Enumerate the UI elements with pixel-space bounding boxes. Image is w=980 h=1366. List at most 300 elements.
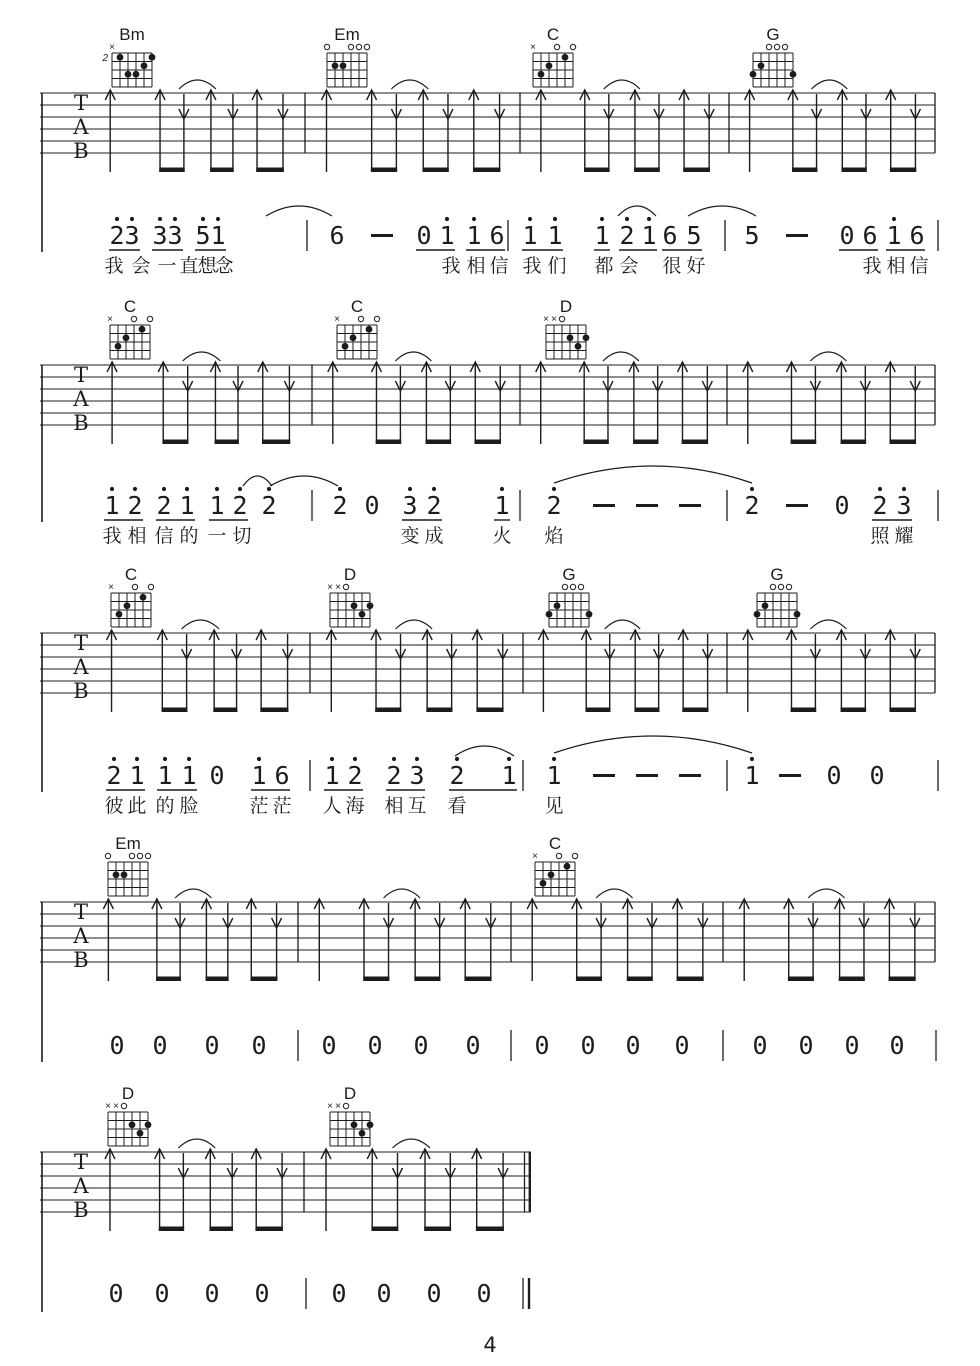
duration-dash (786, 504, 808, 507)
muted-string-marker: × (113, 1101, 119, 1112)
beam (376, 440, 402, 445)
jianpu-digit: 6 (489, 221, 505, 250)
jianpu-digit: 2 (386, 761, 402, 790)
lyric-char: 会 (131, 256, 151, 277)
beam (682, 440, 708, 445)
lyric-char: 互 (407, 796, 427, 817)
finger-dot (340, 62, 347, 69)
finger-dot (546, 62, 553, 69)
finger-dot (367, 602, 374, 609)
finger-dot (149, 54, 156, 61)
finger-dot (367, 1121, 374, 1128)
beam (634, 168, 660, 173)
tie-arc (182, 620, 220, 629)
finger-dot (546, 611, 553, 618)
jianpu-digit: 1 (210, 221, 226, 250)
jianpu-digit: 0 (109, 1031, 125, 1060)
duration-dash (593, 504, 615, 507)
muted-string-marker: × (108, 582, 114, 593)
lyric-char: 焰 (544, 526, 564, 547)
octave-dot (158, 217, 162, 221)
open-string-marker (129, 853, 134, 858)
beam (584, 168, 610, 173)
jianpu-digit: 2 (156, 491, 172, 520)
chord-name-label: G (770, 565, 784, 584)
chord-name-label: D (121, 1084, 135, 1103)
chord-name-label: C (546, 25, 560, 44)
octave-dot (267, 487, 271, 491)
jianpu-digit: 2 (127, 491, 143, 520)
jianpu-digit: 0 (254, 1279, 270, 1308)
lyric-char: 茫 (249, 796, 269, 817)
lyric-char: 火 (492, 526, 512, 547)
jianpu-digit: 0 (752, 1031, 768, 1060)
octave-dot (130, 217, 134, 221)
beam (473, 168, 500, 173)
jianpu-digit: 0 (869, 761, 885, 790)
jianpu-digit: 0 (798, 1031, 814, 1060)
octave-dot (552, 757, 556, 761)
lyric-char: 脸 (179, 796, 199, 817)
tab-system-4 (40, 834, 935, 1062)
lyric-char: 一 (207, 526, 227, 547)
tab-clef-letter: B (73, 679, 89, 703)
slur-tie-arc (266, 206, 332, 216)
jianpu-digit: 3 (896, 491, 912, 520)
beam (792, 168, 817, 173)
chord-diagram-C (334, 297, 380, 359)
jianpu-digit: 5 (744, 221, 760, 250)
chord-diagram-D (327, 565, 373, 627)
open-string-marker (343, 1103, 348, 1108)
jianpu-digit: 0 (416, 221, 432, 250)
finger-dot (113, 871, 120, 878)
beam (677, 977, 704, 982)
tie-arc (393, 1139, 431, 1148)
open-string-marker (578, 584, 583, 589)
tab-system-5 (40, 1084, 531, 1312)
beam (255, 1227, 282, 1232)
chord-diagram-C (107, 297, 153, 359)
octave-dot (173, 217, 177, 221)
tab-clef-letter: T (73, 1150, 89, 1174)
jianpu-digit: 1 (104, 491, 120, 520)
beam (424, 1227, 451, 1232)
base-fret-label: 2 (102, 53, 108, 64)
finger-dot (117, 54, 124, 61)
jianpu-digit: 6 (662, 221, 678, 250)
open-string-marker (147, 316, 152, 321)
muted-string-marker: × (530, 42, 536, 53)
tie-arc (596, 889, 633, 898)
beam (426, 440, 452, 445)
lyric-char: 我 (862, 256, 882, 277)
jianpu-digit: 0 (331, 1279, 347, 1308)
beam (414, 977, 440, 982)
beam (422, 168, 448, 173)
octave-dot (135, 757, 139, 761)
chord-name-label: C (123, 297, 137, 316)
finger-dot (564, 863, 571, 870)
jianpu-digit: 2 (347, 761, 363, 790)
octave-dot (187, 757, 191, 761)
jianpu-digit: 2 (619, 221, 635, 250)
chord-name-label: Em (115, 834, 141, 853)
lyric-char: 的 (155, 796, 175, 817)
jianpu-digit: 0 (209, 761, 225, 790)
jianpu-digit: 6 (329, 221, 345, 250)
notation-line-1 (104, 206, 938, 277)
finger-dot (137, 1130, 144, 1137)
lyric-char: 见 (544, 796, 564, 817)
open-string-marker (766, 44, 771, 49)
beam (476, 1227, 504, 1232)
jianpu-digit: 1 (494, 491, 510, 520)
lyric-char: 都 (594, 256, 614, 277)
open-string-marker (554, 44, 559, 49)
jianpu-digit: 1 (157, 761, 173, 790)
beam (260, 708, 288, 713)
finger-dot (125, 71, 132, 78)
lyric-char: 好 (686, 256, 706, 277)
octave-dot (625, 217, 629, 221)
beam (627, 977, 653, 982)
open-string-marker (358, 316, 363, 321)
octave-dot (528, 217, 532, 221)
octave-dot (553, 217, 557, 221)
slur-tie-arc (455, 746, 514, 756)
jianpu-digit: 1 (886, 221, 902, 250)
jianpu-digit: 2 (546, 491, 562, 520)
lyric-char: 耀 (894, 526, 914, 547)
open-string-marker (148, 584, 153, 589)
jianpu-digit: 2 (426, 491, 442, 520)
octave-dot (455, 757, 459, 761)
tie-arc (603, 352, 639, 361)
tab-clef-letter: A (73, 1174, 89, 1198)
beam (464, 977, 491, 982)
slur-tie-arc (618, 206, 656, 216)
beam (162, 708, 188, 713)
octave-dot (257, 757, 261, 761)
chord-name-label: C (124, 565, 138, 584)
open-string-marker (556, 853, 561, 858)
jianpu-digit: 6 (909, 221, 925, 250)
octave-dot (500, 487, 504, 491)
tab-clef-letter: A (73, 924, 89, 948)
jianpu-digit: 1 (179, 491, 195, 520)
lyric-char: 切 (232, 526, 252, 547)
octave-dot (162, 487, 166, 491)
beam (889, 440, 916, 445)
chord-diagram-G (754, 565, 801, 627)
lyric-char: 变 (400, 526, 420, 547)
duration-dash (636, 774, 658, 777)
jianpu-digit: 0 (204, 1279, 220, 1308)
slur-tie-arc (270, 476, 338, 486)
octave-dot (110, 487, 114, 491)
finger-dot (115, 343, 122, 350)
octave-dot (392, 757, 396, 761)
jianpu-digit: 3 (152, 221, 168, 250)
jianpu-digit: 3 (167, 221, 183, 250)
jianpu-digit: 0 (534, 1031, 550, 1060)
chord-diagram-G (750, 25, 797, 87)
open-string-marker (121, 1103, 126, 1108)
notation-line-2 (102, 466, 938, 547)
chord-diagram-Em (324, 25, 369, 87)
finger-dot (750, 71, 757, 78)
chord-diagram-Em (105, 834, 150, 896)
tie-arc (810, 352, 846, 361)
beam (890, 168, 916, 173)
duration-dash (593, 774, 615, 777)
beam (791, 440, 817, 445)
tie-arc (605, 620, 641, 629)
octave-dot (238, 487, 242, 491)
octave-dot (115, 217, 119, 221)
octave-dot (415, 757, 419, 761)
chord-name-label: Bm (119, 25, 145, 44)
lyric-char: 们 (547, 256, 567, 277)
lyric-char: 看 (447, 796, 467, 817)
jianpu-digit: 1 (181, 761, 197, 790)
jianpu-digit: 0 (376, 1279, 392, 1308)
finger-dot (342, 343, 349, 350)
beam (889, 708, 916, 713)
beam (841, 440, 867, 445)
tab-clef-letter: T (73, 91, 89, 115)
jianpu-digit: 0 (826, 761, 842, 790)
jianpu-digit: 1 (129, 761, 145, 790)
lyric-char: 直 (179, 256, 199, 277)
octave-dot (338, 487, 342, 491)
chord-name-label: D (559, 297, 573, 316)
octave-dot (353, 757, 357, 761)
lyric-char: 我 (522, 256, 542, 277)
octave-dot (112, 757, 116, 761)
jianpu-digit: 0 (674, 1031, 690, 1060)
jianpu-digit: 3 (409, 761, 425, 790)
finger-dot (124, 602, 131, 609)
beam (371, 168, 397, 173)
lyric-char: 会 (619, 256, 639, 277)
chord-diagram-C (532, 834, 578, 896)
muted-string-marker: × (335, 582, 341, 593)
lyric-char: 此 (127, 796, 147, 817)
jianpu-digit: 1 (439, 221, 455, 250)
finger-dot (366, 326, 373, 333)
beam (683, 168, 710, 173)
octave-dot (163, 757, 167, 761)
beam (426, 708, 452, 713)
slur-tie-arc (243, 476, 272, 486)
duration-dash (679, 504, 701, 507)
octave-dot (902, 487, 906, 491)
lyric-char: 我 (104, 256, 124, 277)
tie-arc (391, 80, 428, 89)
chord-diagram-D (327, 1084, 373, 1146)
open-string-marker (572, 853, 577, 858)
chord-name-label: D (343, 1084, 357, 1103)
tie-arc (810, 620, 846, 629)
lyric-char: 海 (345, 796, 365, 817)
muted-string-marker: × (543, 314, 549, 325)
tab-clef-letter: B (73, 948, 89, 972)
open-string-marker (356, 44, 361, 49)
tab-clef-letter: A (73, 655, 89, 679)
tie-arc (808, 889, 845, 898)
octave-dot (750, 757, 754, 761)
beam (682, 708, 708, 713)
chord-diagram-D (105, 1084, 151, 1146)
jianpu-digit: 1 (251, 761, 267, 790)
jianpu-digit: 1 (324, 761, 340, 790)
jianpu-digit: 1 (501, 761, 517, 790)
duration-dash (371, 234, 393, 237)
jianpu-digit: 2 (261, 491, 277, 520)
chord-diagram-C (108, 565, 154, 627)
chord-diagram-D (543, 297, 589, 359)
open-string-marker (559, 316, 564, 321)
tie-arc (178, 1139, 215, 1148)
octave-dot (408, 487, 412, 491)
muted-string-marker: × (335, 1101, 341, 1112)
open-string-marker (137, 853, 142, 858)
beam (156, 977, 181, 982)
lyric-char: 彼 (104, 796, 124, 817)
finger-dot (121, 871, 128, 878)
jianpu-digit: 2 (109, 221, 125, 250)
finger-dot (794, 611, 801, 618)
beam (256, 168, 284, 173)
slur-tie-arc (688, 206, 756, 216)
lyric-char: 茫 (272, 796, 292, 817)
lyric-char: 我 (102, 526, 122, 547)
jianpu-digit: 0 (834, 491, 850, 520)
beam (251, 977, 278, 982)
finger-dot (583, 334, 590, 341)
lyric-char: 照 (870, 526, 890, 547)
octave-dot (445, 217, 449, 221)
jianpu-digit: 5 (195, 221, 211, 250)
beam (474, 440, 501, 445)
octave-dot (201, 217, 205, 221)
page-number: 4 (483, 1333, 497, 1357)
beam (209, 1227, 233, 1232)
lyric-char: 信 (489, 256, 509, 277)
open-string-marker (562, 584, 567, 589)
chord-name-label: D (343, 565, 357, 584)
jianpu-digit: 1 (641, 221, 657, 250)
finger-dot (129, 1121, 136, 1128)
beam (206, 977, 229, 982)
tie-arc (396, 620, 433, 629)
octave-dot (472, 217, 476, 221)
chord-name-label: G (766, 25, 780, 44)
lyric-char: 信 (154, 526, 174, 547)
finger-dot (540, 880, 547, 887)
finger-dot (359, 1130, 366, 1137)
jianpu-digit: 0 (364, 491, 380, 520)
open-string-marker (570, 584, 575, 589)
muted-string-marker: × (532, 851, 538, 862)
tab-clef-letter: T (73, 900, 89, 924)
finger-dot (145, 1121, 152, 1128)
jianpu-digit: 2 (232, 491, 248, 520)
tab-clef-letter: B (73, 411, 89, 435)
tab-clef-letter: T (73, 363, 89, 387)
finger-dot (133, 71, 140, 78)
open-string-marker (348, 44, 353, 49)
beam (159, 168, 184, 173)
finger-dot (754, 611, 761, 618)
beam (159, 1227, 184, 1232)
jianpu-digit: 2 (872, 491, 888, 520)
duration-dash (779, 774, 801, 777)
finger-dot (548, 871, 555, 878)
beam (788, 977, 814, 982)
open-string-marker (778, 584, 783, 589)
jianpu-digit: 3 (124, 221, 140, 250)
beam (839, 977, 865, 982)
notation-line-5 (108, 1278, 529, 1309)
tab-clef-letter: B (73, 139, 89, 163)
lyric-char: 我 (441, 256, 461, 277)
finger-dot (359, 611, 366, 618)
beam (215, 440, 239, 445)
lyric-char: 相 (886, 256, 906, 277)
jianpu-digit: 1 (209, 491, 225, 520)
chord-diagram-Bm (101, 25, 155, 87)
beam (791, 708, 817, 713)
beam (633, 440, 658, 445)
finger-dot (575, 343, 582, 350)
chord-name-label: G (562, 565, 576, 584)
chord-diagram-G (546, 565, 593, 627)
beam (162, 440, 188, 445)
octave-dot (552, 487, 556, 491)
chord-name-label: C (548, 834, 562, 853)
beam (213, 708, 237, 713)
lyric-char: 人 (322, 796, 342, 817)
jianpu-digit: 0 (580, 1031, 596, 1060)
finger-dot (762, 602, 769, 609)
beam (842, 168, 867, 173)
tab-clef-letter: A (73, 115, 89, 139)
jianpu-digit: 0 (465, 1031, 481, 1060)
open-string-marker (782, 44, 787, 49)
tie-arc (183, 352, 221, 361)
open-string-marker (105, 853, 110, 858)
octave-dot (133, 487, 137, 491)
lyric-char: 成 (424, 526, 444, 547)
jianpu-digit: 0 (251, 1031, 267, 1060)
finger-dot (116, 611, 123, 618)
lyric-char: 的 (179, 526, 199, 547)
muted-string-marker: × (109, 42, 115, 53)
jianpu-digit: 0 (426, 1279, 442, 1308)
finger-dot (332, 62, 339, 69)
chord-name-label: Em (334, 25, 360, 44)
jianpu-digit: 0 (889, 1031, 905, 1060)
duration-dash (636, 504, 658, 507)
beam (585, 708, 610, 713)
octave-dot (878, 487, 882, 491)
finger-dot (567, 334, 574, 341)
octave-dot (330, 757, 334, 761)
jianpu-digit: 6 (862, 221, 878, 250)
